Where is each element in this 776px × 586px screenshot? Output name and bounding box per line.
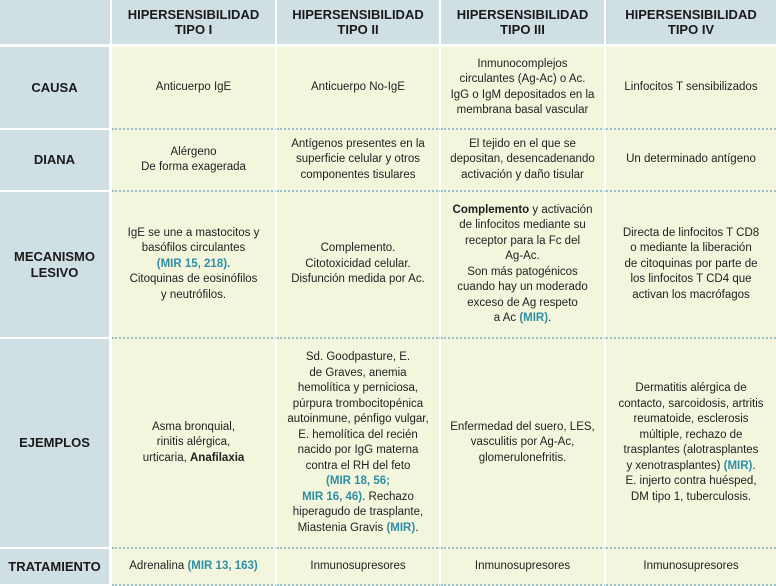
header-tipo-1-line1: HIPERSENSIBILIDAD <box>127 7 260 22</box>
cell-ejemplos-tipo-4-line1: Dermatitis alérgica de <box>635 382 747 394</box>
cell-ejemplos-tipo-3-line3: glomerulonefritis. <box>478 451 567 464</box>
header-row <box>0 0 776 47</box>
cell-mecanismo-tipo-3-line1-rest: y activación <box>529 203 593 216</box>
mir-reference: (MIR) <box>519 312 549 324</box>
cell-causa-tipo-3-line2: circulantes (Ag-Ac) o Ac. <box>459 73 586 85</box>
row-diana <box>0 130 776 192</box>
cell-ejemplos-tipo-3-line1: Enfermedad del suero, LES, <box>450 420 595 433</box>
cell-ejemplos-tipo-2-line7: nacido por IgG materna <box>297 444 419 456</box>
cell-ejemplos-tipo-2-line4: púrpura trombocitopénica <box>292 397 424 410</box>
cell-ejemplos-tipo-2-line12-post: . <box>415 521 419 534</box>
cell-ejemplos-tipo-2-line3: hemolítica y perniciosa, <box>297 382 419 394</box>
cell-causa-tipo-3-line4: membrana basal vascular <box>456 104 589 116</box>
cell-tratamiento-tipo-4 <box>606 549 776 586</box>
mir-reference: (MIR 15, 218). <box>156 257 231 270</box>
cell-diana-tipo-2 <box>277 130 441 192</box>
cell-ejemplos-tipo-1-line3-pre: urticaria, <box>142 451 190 464</box>
header-tipo-4-line2: TIPO IV <box>667 22 715 37</box>
cell-tratamiento-tipo-3 <box>441 549 606 586</box>
cell-mecanismo-tipo-3 <box>441 192 606 339</box>
cell-causa-tipo-3 <box>441 47 606 130</box>
cell-diana-tipo-3 <box>441 130 606 192</box>
cell-diana-tipo-1 <box>112 130 277 192</box>
header-tipo-3-line1: HIPERSENSIBILIDAD <box>456 7 589 22</box>
cell-mecanismo-tipo-3-line7: exceso de Ag respeto <box>467 296 578 309</box>
cell-ejemplos-tipo-2-line8: contra el RH del feto <box>305 459 411 472</box>
bold-term: Complemento <box>452 203 530 216</box>
cell-mecanismo-tipo-3-line2: de linfocitos mediante su <box>459 219 586 231</box>
cell-diana-tipo-1-line2: De forma exagerada <box>141 161 246 173</box>
mir-reference: (MIR) <box>386 521 416 534</box>
cell-ejemplos-tipo-4 <box>606 339 776 549</box>
cell-tratamiento-tipo-2-text: Inmunosupresores <box>310 559 406 572</box>
row-label-mecanismo-line1: MECANISMO <box>14 248 95 264</box>
header-tipo-3-line2: TIPO III <box>500 22 545 37</box>
cell-mecanismo-tipo-1-line2: basófilos circulantes <box>141 242 246 255</box>
bold-term: Anafilaxia <box>189 451 245 464</box>
cell-ejemplos-tipo-4-line5: trasplantes (alotrasplantes <box>623 444 759 456</box>
row-mecanismo <box>0 192 776 339</box>
mir-reference: (MIR 18, 56; <box>326 475 390 487</box>
cell-ejemplos-tipo-1-line1: Asma bronquial, <box>151 420 236 433</box>
cell-mecanismo-tipo-4-line1: Directa de linfocitos T CD8 <box>622 226 760 239</box>
cell-mecanismo-tipo-1-line5: y neutrófilos. <box>160 288 227 301</box>
row-label-mecanismo <box>0 192 112 339</box>
row-causa <box>0 47 776 130</box>
cell-diana-tipo-4 <box>606 130 776 192</box>
cell-diana-tipo-3-line1: El tejido en el que se <box>469 137 576 150</box>
cell-ejemplos-tipo-4-line4: múltiple, rechazo de <box>639 428 743 441</box>
header-tipo-1 <box>112 0 277 47</box>
cell-diana-tipo-3-line3: activación y daño tisular <box>461 168 584 181</box>
cell-diana-tipo-1-line1: Alérgeno <box>170 145 217 158</box>
cell-ejemplos-tipo-4-line3: reumatoide, esclerosis <box>633 413 749 425</box>
cell-mecanismo-tipo-4-line5: activan los macrófagos <box>632 288 750 301</box>
cell-tratamiento-tipo-2 <box>277 549 441 586</box>
cell-mecanismo-tipo-3-line5: Son más patogénicos <box>467 265 578 278</box>
header-tipo-4 <box>606 0 776 47</box>
cell-ejemplos-tipo-3 <box>441 339 606 549</box>
cell-causa-tipo-2-text: Anticuerpo No-IgE <box>311 80 405 93</box>
mir-reference: (MIR 13, 163) <box>187 559 258 572</box>
cell-causa-tipo-3-line3: IgG o IgM depositados en la <box>450 88 595 101</box>
cell-mecanismo-tipo-2-line1: Complemento. <box>320 242 396 255</box>
cell-ejemplos-tipo-1-line2: rinitis alérgica, <box>156 436 231 449</box>
cell-diana-tipo-3-line2: depositan, desencadenando <box>450 153 595 166</box>
cell-ejemplos-tipo-4-line8: DM tipo 1, tuberculosis. <box>630 490 752 503</box>
cell-causa-tipo-1 <box>112 47 277 130</box>
cell-ejemplos-tipo-2-line2: de Graves, anemia <box>309 366 407 379</box>
header-corner <box>0 0 112 47</box>
cell-tratamiento-tipo-3-text: Inmunosupresores <box>474 559 571 572</box>
cell-mecanismo-tipo-4 <box>606 192 776 339</box>
cell-ejemplos-tipo-3-line2: vasculitis por Ag-Ac, <box>470 436 575 449</box>
cell-ejemplos-tipo-2-line5: autoinmune, pénfigo vulgar, <box>287 413 429 425</box>
cell-ejemplos-tipo-4-line6-post: . <box>752 459 756 472</box>
mir-reference: MIR 16, 46) <box>302 490 363 503</box>
header-tipo-2-line2: TIPO II <box>337 22 379 37</box>
cell-diana-tipo-2-line3: componentes tisulares <box>300 168 416 181</box>
cell-ejemplos-tipo-2-line6: E. hemolítica del recién <box>298 428 418 441</box>
cell-causa-tipo-4-text: Linfocitos T sensibilizados <box>624 80 758 93</box>
cell-mecanismo-tipo-3-line8-post: . <box>548 312 552 324</box>
header-tipo-2 <box>277 0 441 47</box>
header-tipo-2-line1: HIPERSENSIBILIDAD <box>292 7 424 22</box>
cell-ejemplos-tipo-4-line2: contacto, sarcoidosis, artritis <box>618 397 764 410</box>
row-label-mecanismo-line2: LESIVO <box>30 264 79 280</box>
cell-tratamiento-tipo-1-text: Adrenalina <box>129 559 188 572</box>
mir-reference: (MIR) <box>723 459 753 472</box>
cell-mecanismo-tipo-2-line3: Disfunción medida por Ac. <box>291 273 425 286</box>
cell-mecanismo-tipo-4-line3: de citoquinas por parte de <box>624 257 758 270</box>
cell-ejemplos-tipo-2 <box>277 339 441 549</box>
cell-mecanismo-tipo-1-line4: Citoquinas de eosinófilos <box>129 273 258 286</box>
row-label-diana: DIANA <box>0 130 112 192</box>
cell-diana-tipo-2-line1: Antígenos presentes en la <box>291 137 425 150</box>
cell-causa-tipo-4 <box>606 47 776 130</box>
cell-causa-tipo-3-line1: Inmunocomplejos <box>477 57 568 70</box>
cell-tratamiento-tipo-4-text: Inmunosupresores <box>643 559 739 572</box>
header-tipo-3 <box>441 0 606 47</box>
cell-mecanismo-tipo-4-line4: los linfocitos T CD4 que <box>630 273 752 286</box>
cell-tratamiento-tipo-1 <box>112 549 277 586</box>
cell-mecanismo-tipo-4-line2: o mediante la liberación <box>630 242 752 255</box>
cell-causa-tipo-2 <box>277 47 441 130</box>
cell-mecanismo-tipo-3-line3: receptor para la Fc del <box>464 234 581 247</box>
row-label-causa: CAUSA <box>0 47 112 130</box>
cell-mecanismo-tipo-1 <box>112 192 277 339</box>
cell-mecanismo-tipo-3-line6: cuando hay un moderado <box>457 281 588 293</box>
cell-diana-tipo-4-text: Un determinado antígeno <box>626 153 756 166</box>
cell-ejemplos-tipo-4-line6-pre: y xenotrasplantes) <box>626 459 724 472</box>
header-tipo-1-line2: TIPO I <box>174 22 213 37</box>
row-tratamiento <box>0 549 776 586</box>
row-ejemplos <box>0 339 776 549</box>
cell-mecanismo-tipo-2 <box>277 192 441 339</box>
cell-diana-tipo-2-line2: superficie celular y otros <box>296 153 420 166</box>
cell-ejemplos-tipo-1 <box>112 339 277 549</box>
cell-ejemplos-tipo-2-line10-post: . Rechazo <box>362 490 414 503</box>
row-label-ejemplos: EJEMPLOS <box>0 339 112 549</box>
cell-ejemplos-tipo-2-line1: Sd. Goodpasture, E. <box>305 351 411 363</box>
cell-causa-tipo-1-text: Anticuerpo IgE <box>155 80 232 93</box>
cell-ejemplos-tipo-2-line12-pre: Miastenia Gravis <box>297 521 387 534</box>
cell-mecanismo-tipo-1-line1: IgE se une a mastocitos y <box>127 226 260 239</box>
cell-mecanismo-tipo-2-line2: Citotoxicidad celular. <box>305 257 411 270</box>
cell-ejemplos-tipo-4-line7: E. injerto contra huésped, <box>625 475 757 487</box>
cell-ejemplos-tipo-2-line11: hiperagudo de trasplante, <box>292 506 424 518</box>
cell-mecanismo-tipo-3-line4: Ag-Ac. <box>505 250 540 262</box>
header-tipo-4-line1: HIPERSENSIBILIDAD <box>625 7 757 22</box>
cell-mecanismo-tipo-3-line8-pre: a Ac <box>493 312 520 324</box>
row-label-tratamiento: TRATAMIENTO <box>0 549 112 586</box>
